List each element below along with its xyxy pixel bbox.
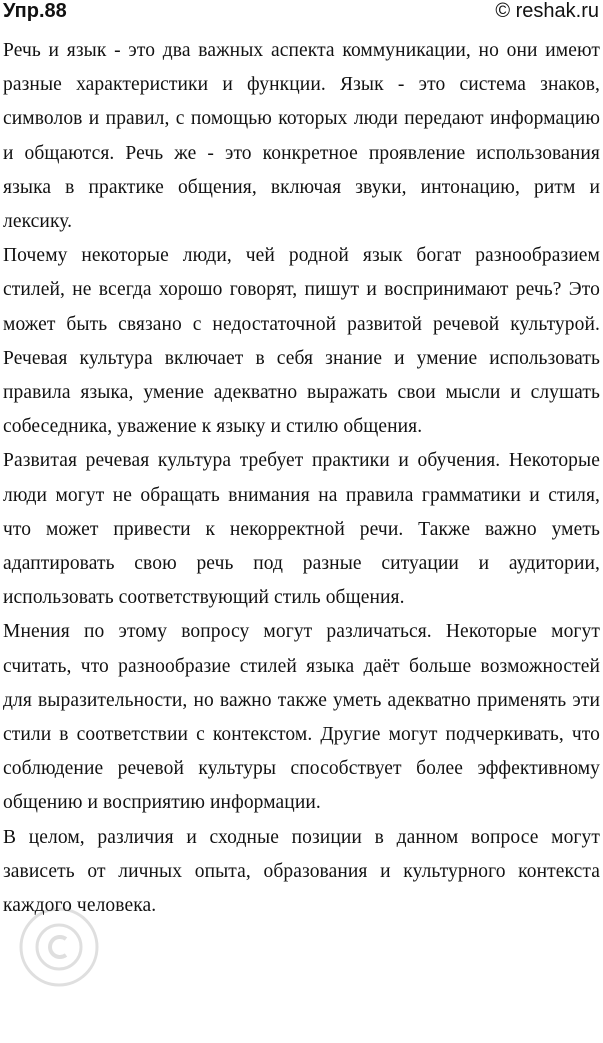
source-credit: © reshak.ru: [495, 0, 599, 22]
page-header: [0, 0, 603, 34]
paragraph-1: Речь и язык - это два важных аспекта коммуникации, но они имеют разные характеристики и функции. Язык - это система знаков, символов и правил, с помощью которых люди передают информацию и общаются. Речь же - это конкретное проявление использования языка в практике общения, включая звуки, интонацию, ритм и лексику.: [3, 40, 600, 233]
paragraph-3: Развитая речевая культура требует практики и обучения. Некоторые люди могут не обращать внимания на правила грамматики и стиля, что может привести к некорректной речи. Также важно уметь адаптировать свою речь под разные ситуации и аудитории, использовать соответствующий стиль общения.: [3, 450, 600, 609]
exercise-title: Упр.88: [3, 0, 67, 22]
paragraph-5: В целом, различия и сходные позиции в данном вопросе могут зависеть от личных опыта, образования и культурного контекста каждого человека.: [3, 826, 600, 917]
paragraph-2: Почему некоторые люди, чей родной язык богат разнообразием стилей, не всегда хорошо говорят, пишут и воспринимают речь? Это может быть связано с недостаточной развитой речевой культурой. Речевая культура включает в себя знание и умение использовать правила языка, умение адекватно выражать свои мысли и слушать собеседника, уважение к языку и стилю общения.: [3, 245, 600, 438]
paragraph-4: Мнения по этому вопросу могут различаться. Некоторые могут считать, что разнообразие стилей языка даёт больше возможностей для выразительности, но важно также уметь адекватно применять эти стили в соответствии с контекстом. Другие могут подчеркивать, что соблюдение речевой культуры способствует более эффективному общению и восприятию информации.: [3, 621, 600, 814]
answer-text: [3, 34, 600, 923]
